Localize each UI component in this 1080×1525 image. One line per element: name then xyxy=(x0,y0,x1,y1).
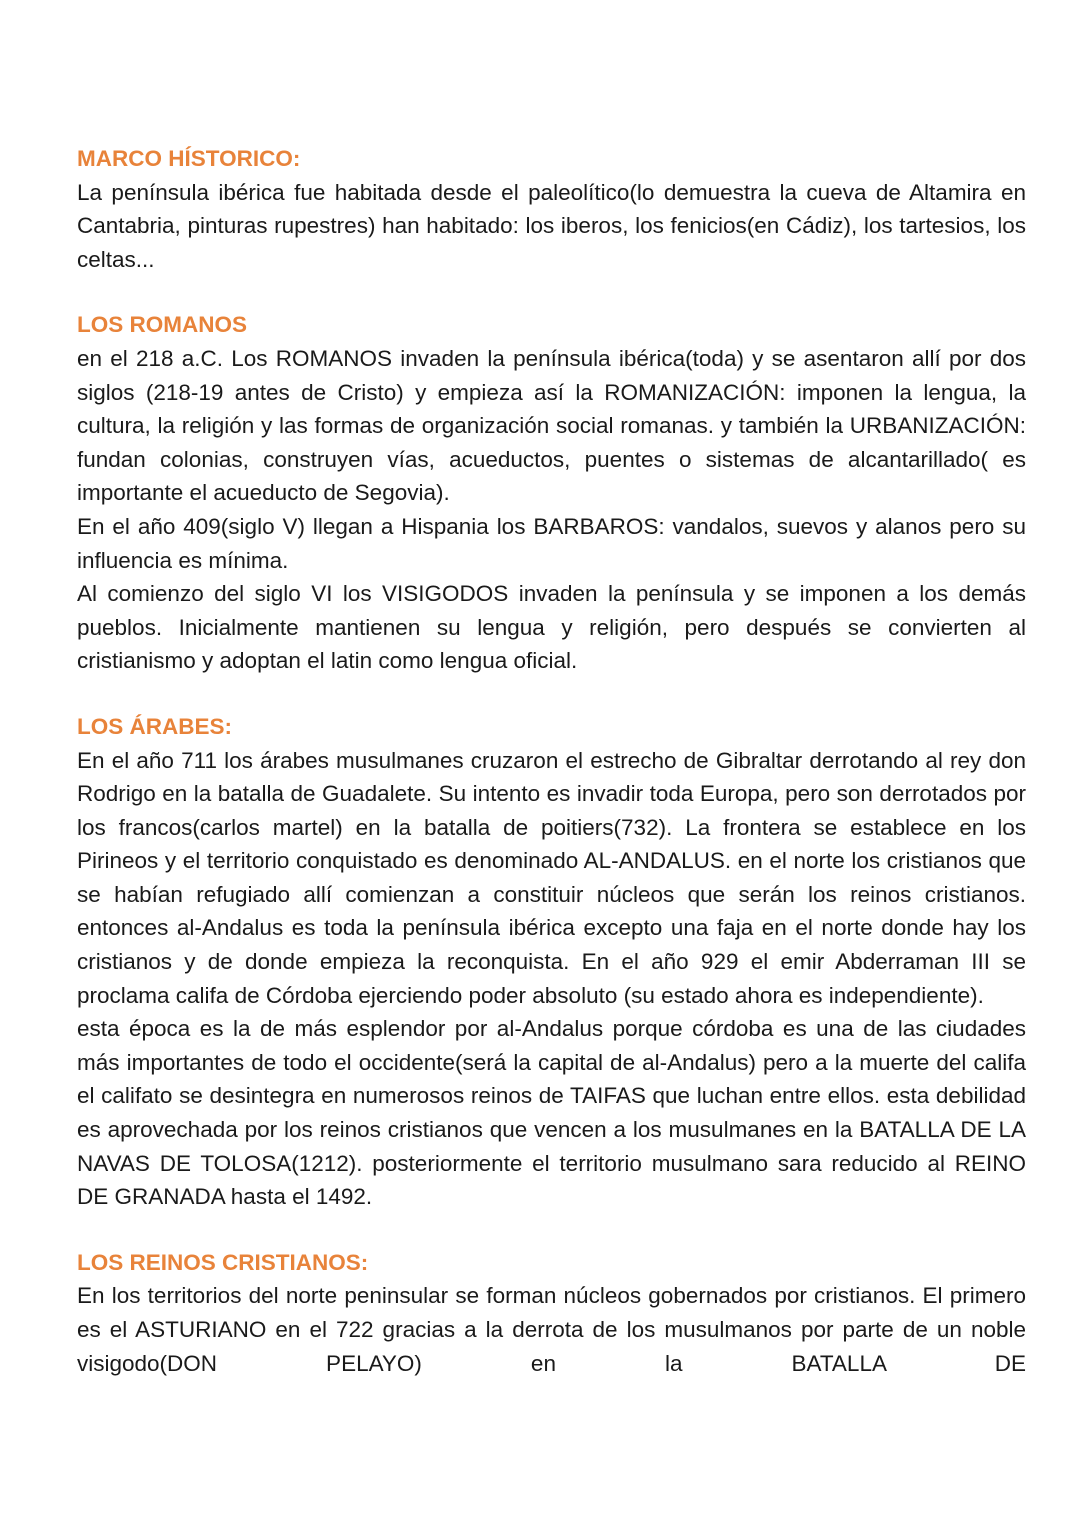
section-reinos-cristianos xyxy=(77,1246,1026,1380)
section-heading: LOS ÁRABES: xyxy=(77,713,233,739)
paragraph: Al comienzo del siglo VI los VISIGODOS invaden la península y se imponen a los demás pueblos. Inicialmente mantienen su lengua y religión, pero después se convierten al cristianismo y adoptan el latin como lengua oficial. xyxy=(77,581,1026,674)
paragraph: En los territorios del norte peninsular se forman núcleos gobernados por cristianos. El primero es el ASTURIANO en el 722 gracias a la derrota de los musulmanos por parte de un noble visigodo(DON PELAYO) en la BATALLA DE xyxy=(77,1283,1026,1376)
document-page xyxy=(77,142,1026,1412)
section-heading: MARCO HÍSTORICO: xyxy=(77,146,301,171)
section-heading: LOS ROMANOS xyxy=(77,312,248,338)
paragraph: En el año 711 los árabes musulmanes cruzaron el estrecho de Gibraltar derrotando al rey don Rodrigo en la batalla de Guadalete. Su intento es invadir toda Europa, pero son derrotados por los francos(carlos martel) en la batalla de poitiers(732). La frontera se establece en los Pirineos y el territorio conquistado es denominado AL-ANDALUS. en el norte los cristianos que se habían refugiado allí comienzan a constituir núcleos que serán los reinos cristianos. entonces al-Andalus es toda la península ibérica excepto una faja en el norte donde hay los cristianos y de donde empieza la reconquista. En el año 929 el emir Abderraman III se proclama califa de Córdoba ejerciendo poder absoluto (su estado ahora es independiente). xyxy=(77,747,1026,1008)
section-los-romanos xyxy=(77,308,1026,678)
section-los-arabes xyxy=(77,710,1026,1214)
paragraph: En el año 409(siglo V) llegan a Hispania los BARBAROS: vandalos, suevos y alanos pero su influencia es mínima. xyxy=(77,513,1026,573)
paragraph: La península ibérica fue habitada desde el paleolítico(lo demuestra la cueva de Altamira en Cantabria, pinturas rupestres) han habitado: los iberos, los fenicios(en Cádiz), los tartesios, los celtas... xyxy=(77,179,1026,272)
paragraph: en el 218 a.C. Los ROMANOS invaden la península ibérica(toda) y se asentaron allí por dos siglos (218-19 antes de Cristo) y empieza así la ROMANIZACIÓN: imponen la lengua, la cultura, la religión y las formas de organización social romanas. y también la URBANIZACIÓN: fundan colonias, construyen vías, acueductos, puentes o sistemas de alcantarillado( es importante el acueducto de Segovia). xyxy=(77,345,1026,506)
section-marco-historico xyxy=(77,142,1026,276)
paragraph: esta época es la de más esplendor por al-Andalus porque córdoba es una de las ciudades más importantes de todo el occidente(será la capital de al-Andalus) pero a la muerte del califa el califato se desintegra en numerosos reinos de TAIFAS que luchan entre ellos. esta debilidad es aprovechada por los reinos cristianos que vencen a los musulmanes en la BATALLA DE LA NAVAS DE TOLOSA(1212). posteriormente el territorio musulmano sara reducido al REINO DE GRANADA hasta el 1492. xyxy=(77,1016,1026,1210)
section-heading: LOS REINOS CRISTIANOS: xyxy=(77,1249,369,1275)
